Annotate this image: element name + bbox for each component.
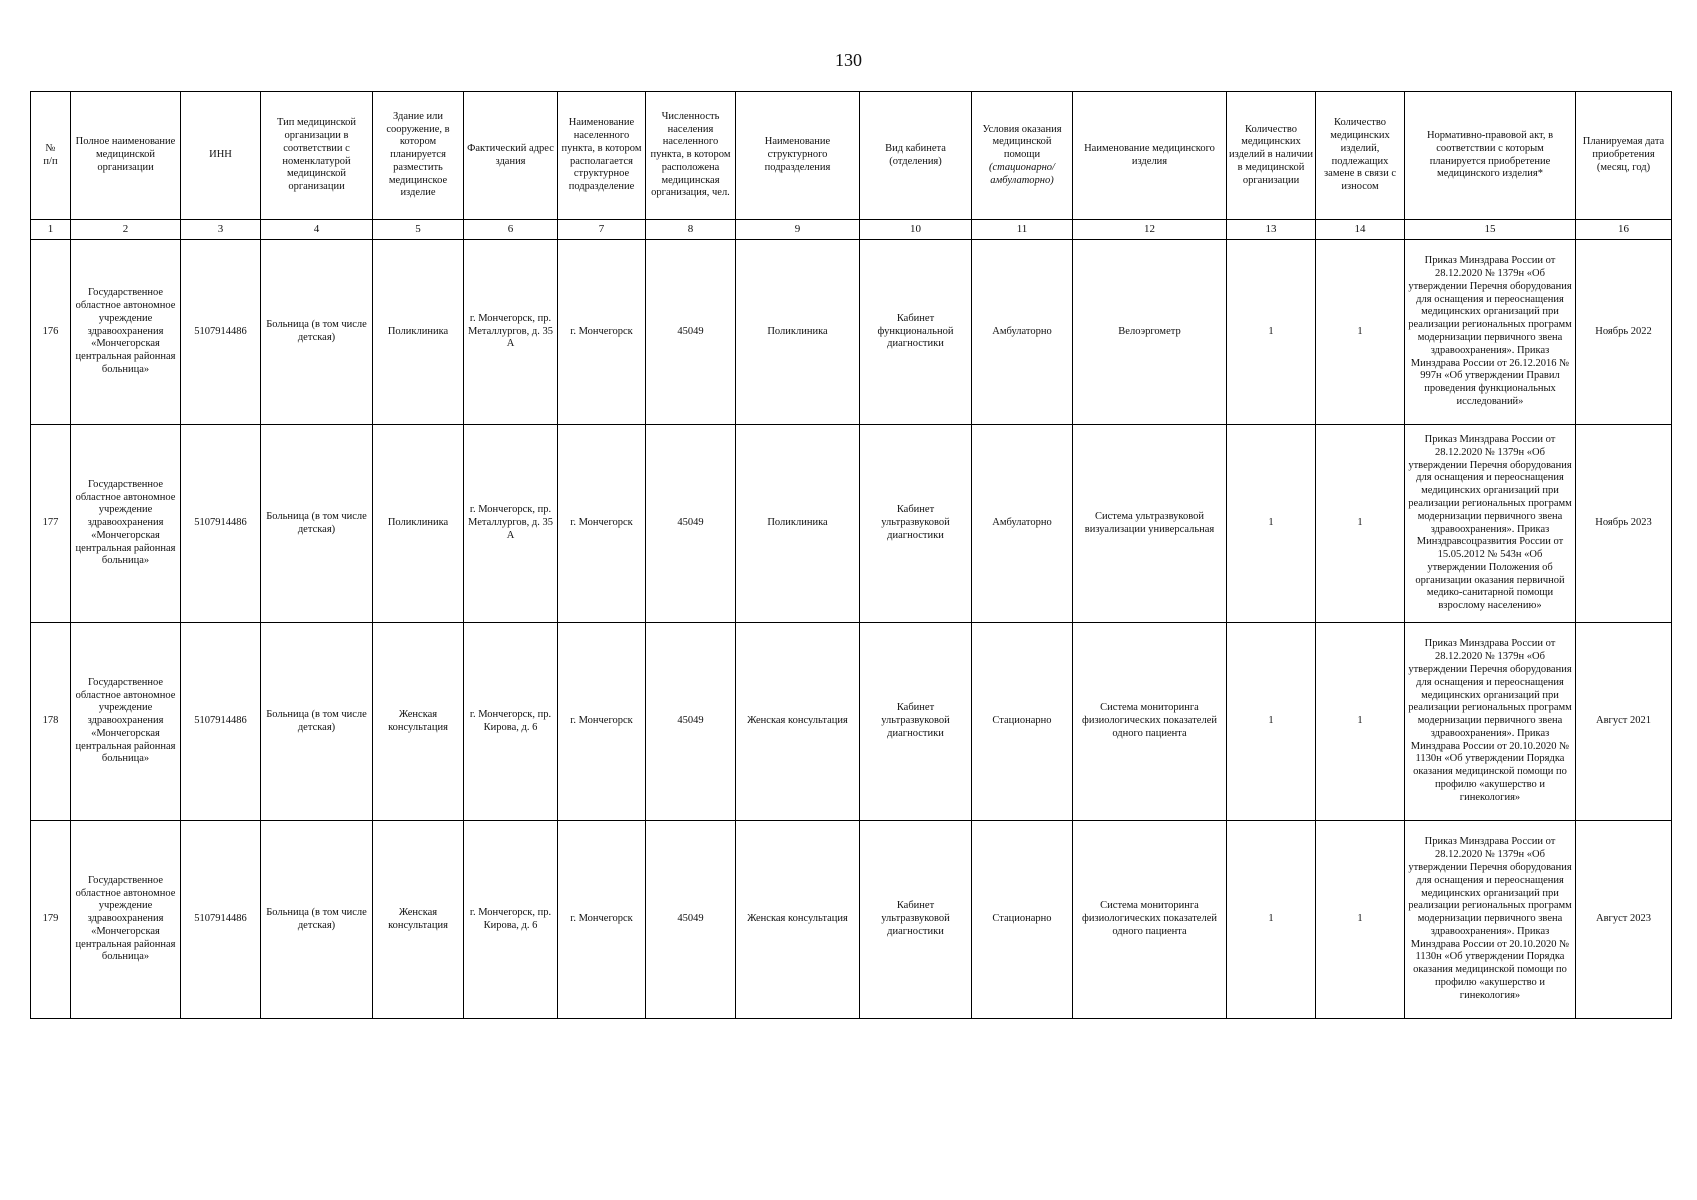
org-type-cell: Больница (в том числе детская) xyxy=(261,821,373,1019)
qty-available-cell: 1 xyxy=(1227,821,1316,1019)
qty-replace-cell: 1 xyxy=(1316,623,1405,821)
cabinet-cell: Кабинет ультразвуковой диагностики xyxy=(860,821,972,1019)
column-number: 13 xyxy=(1227,220,1316,240)
population-cell: 45049 xyxy=(646,821,736,1019)
header-cell-conditions xyxy=(972,92,1073,220)
column-number: 2 xyxy=(71,220,181,240)
header-cell-population: Численность населения населенного пункта, в котором расположена медицинская организация, чел. xyxy=(646,92,736,220)
normative-act-cell: Приказ Минздрава России от 28.12.2020 № 1379н «Об утверждении Перечня оборудования для оснащения и переоснащения медицинских организаций при реализации региональных программ модернизации первичного звена здравоохранения». Приказ Минздрава России от 20.10.2020 № 1130н «Об утверждении Порядка оказания медицинской помощи по профилю «акушерство и гинекология» xyxy=(1405,821,1576,1019)
conditions-cell: Амбулаторно xyxy=(972,425,1073,623)
column-number: 1 xyxy=(31,220,71,240)
unit-cell: Поликлиника xyxy=(736,240,860,425)
page-number: 130 xyxy=(835,50,862,70)
header-cell-org-type: Тип медицинской организации в соответствии с номенклатурой медицинской организации xyxy=(261,92,373,220)
conditions-cell: Стационарно xyxy=(972,821,1073,1019)
header-cell-row-number: № п/п xyxy=(31,92,71,220)
header-cell-cabinet: Вид кабинета (отделения) xyxy=(860,92,972,220)
device-cell: Система мониторинга физиологических показателей одного пациента xyxy=(1073,821,1227,1019)
inn-cell: 5107914486 xyxy=(181,623,261,821)
header-cell-org-name: Полное наименование медицинской организации xyxy=(71,92,181,220)
row-number-cell: 177 xyxy=(31,425,71,623)
date-cell: Ноябрь 2022 xyxy=(1576,240,1672,425)
address-cell: г. Мончегорск, пр. Металлургов, д. 35 А xyxy=(464,240,558,425)
normative-act-cell: Приказ Минздрава России от 28.12.2020 № 1379н «Об утверждении Перечня оборудования для оснащения и переоснащения медицинских организаций при реализации региональных программ модернизации первичного звена здравоохранения». Приказ Минздрава России от 26.12.2016 № 997н «Об утверждении Правил проведения функциональных исследований» xyxy=(1405,240,1576,425)
settlement-cell: г. Мончегорск xyxy=(558,240,646,425)
building-cell: Женская консультация xyxy=(373,821,464,1019)
address-cell: г. Мончегорск, пр. Кирова, д. 6 xyxy=(464,623,558,821)
date-cell: Август 2021 xyxy=(1576,623,1672,821)
building-cell: Поликлиника xyxy=(373,240,464,425)
column-number: 11 xyxy=(972,220,1073,240)
population-cell: 45049 xyxy=(646,240,736,425)
table-row xyxy=(31,425,1672,623)
header-cell-normative-act: Нормативно-правовой акт, в соответствии с которым планируется приобретение медицинского изделия* xyxy=(1405,92,1576,220)
date-cell: Август 2023 xyxy=(1576,821,1672,1019)
org-name-cell: Государственное областное автономное учреждение здравоохранения «Мончегорская центральная районная больница» xyxy=(71,821,181,1019)
qty-available-cell: 1 xyxy=(1227,623,1316,821)
column-number: 4 xyxy=(261,220,373,240)
unit-cell: Женская консультация xyxy=(736,623,860,821)
column-number: 5 xyxy=(373,220,464,240)
address-cell: г. Мончегорск, пр. Металлургов, д. 35 А xyxy=(464,425,558,623)
header-cell-inn: ИНН xyxy=(181,92,261,220)
cabinet-cell: Кабинет ультразвуковой диагностики xyxy=(860,623,972,821)
header-cell-settlement: Наименование населенного пункта, в котором располагается структурное подразделение xyxy=(558,92,646,220)
settlement-cell: г. Мончегорск xyxy=(558,821,646,1019)
normative-act-cell: Приказ Минздрава России от 28.12.2020 № 1379н «Об утверждении Перечня оборудования для оснащения и переоснащения медицинских организаций при реализации региональных программ модернизации первичного звена здравоохранения». Приказ Минздравсоцразвития России от 15.05.2012 № 543н «Об утверждении Положения об организации оказания первичной медико-санитарной помощи взрослому населению» xyxy=(1405,425,1576,623)
table-row xyxy=(31,623,1672,821)
inn-cell: 5107914486 xyxy=(181,240,261,425)
header-cell-address: Фактический адрес здания xyxy=(464,92,558,220)
org-type-cell: Больница (в том числе детская) xyxy=(261,240,373,425)
org-name-cell: Государственное областное автономное учреждение здравоохранения «Мончегорская центральная районная больница» xyxy=(71,623,181,821)
column-number: 8 xyxy=(646,220,736,240)
column-number: 9 xyxy=(736,220,860,240)
header-cell-qty-available: Количество медицинских изделий в наличии в медицинской организации xyxy=(1227,92,1316,220)
equipment-table xyxy=(30,91,1672,1019)
conditions-cell: Амбулаторно xyxy=(972,240,1073,425)
qty-available-cell: 1 xyxy=(1227,425,1316,623)
column-number: 16 xyxy=(1576,220,1672,240)
org-type-cell: Больница (в том числе детская) xyxy=(261,425,373,623)
inn-cell: 5107914486 xyxy=(181,425,261,623)
header-conditions-italic: (стационарно/ амбулаторно) xyxy=(989,161,1055,186)
device-cell: Система ультразвуковой визуализации универсальная xyxy=(1073,425,1227,623)
column-number: 6 xyxy=(464,220,558,240)
address-cell: г. Мончегорск, пр. Кирова, д. 6 xyxy=(464,821,558,1019)
settlement-cell: г. Мончегорск xyxy=(558,623,646,821)
column-number: 12 xyxy=(1073,220,1227,240)
qty-available-cell: 1 xyxy=(1227,240,1316,425)
date-cell: Ноябрь 2023 xyxy=(1576,425,1672,623)
header-cell-unit: Наименование структурного подразделения xyxy=(736,92,860,220)
org-name-cell: Государственное областное автономное учреждение здравоохранения «Мончегорская центральная районная больница» xyxy=(71,240,181,425)
table-header-row xyxy=(31,92,1672,220)
qty-replace-cell: 1 xyxy=(1316,821,1405,1019)
device-cell: Система мониторинга физиологических показателей одного пациента xyxy=(1073,623,1227,821)
population-cell: 45049 xyxy=(646,425,736,623)
column-number: 14 xyxy=(1316,220,1405,240)
column-number: 3 xyxy=(181,220,261,240)
qty-replace-cell: 1 xyxy=(1316,425,1405,623)
settlement-cell: г. Мончегорск xyxy=(558,425,646,623)
unit-cell: Женская консультация xyxy=(736,821,860,1019)
header-cell-building: Здание или сооружение, в котором планируется разместить медицинское изделие xyxy=(373,92,464,220)
cabinet-cell: Кабинет ультразвуковой диагностики xyxy=(860,425,972,623)
row-number-cell: 176 xyxy=(31,240,71,425)
device-cell: Велоэргометр xyxy=(1073,240,1227,425)
table-row xyxy=(31,240,1672,425)
column-number: 7 xyxy=(558,220,646,240)
column-number: 15 xyxy=(1405,220,1576,240)
normative-act-cell: Приказ Минздрава России от 28.12.2020 № 1379н «Об утверждении Перечня оборудования для оснащения и переоснащения медицинских организаций при реализации региональных программ модернизации первичного звена здравоохранения». Приказ Минздрава России от 20.10.2020 № 1130н «Об утверждении Порядка оказания медицинской помощи по профилю «акушерство и гинекология» xyxy=(1405,623,1576,821)
column-number: 10 xyxy=(860,220,972,240)
org-type-cell: Больница (в том числе детская) xyxy=(261,623,373,821)
row-number-cell: 178 xyxy=(31,623,71,821)
header-conditions-main: Условия оказания медицинской помощи xyxy=(982,123,1062,161)
org-name-cell: Государственное областное автономное учреждение здравоохранения «Мончегорская центральная районная больница» xyxy=(71,425,181,623)
unit-cell: Поликлиника xyxy=(736,425,860,623)
cabinet-cell: Кабинет функциональной диагностики xyxy=(860,240,972,425)
conditions-cell: Стационарно xyxy=(972,623,1073,821)
row-number-cell: 179 xyxy=(31,821,71,1019)
qty-replace-cell: 1 xyxy=(1316,240,1405,425)
population-cell: 45049 xyxy=(646,623,736,821)
header-cell-qty-replace: Количество медицинских изделий, подлежащих замене в связи с износом xyxy=(1316,92,1405,220)
header-cell-date: Планируемая дата приобретения (месяц, год) xyxy=(1576,92,1672,220)
building-cell: Поликлиника xyxy=(373,425,464,623)
inn-cell: 5107914486 xyxy=(181,821,261,1019)
column-number-row xyxy=(31,220,1672,240)
building-cell: Женская консультация xyxy=(373,623,464,821)
header-cell-device: Наименование медицинского изделия xyxy=(1073,92,1227,220)
table-row xyxy=(31,821,1672,1019)
